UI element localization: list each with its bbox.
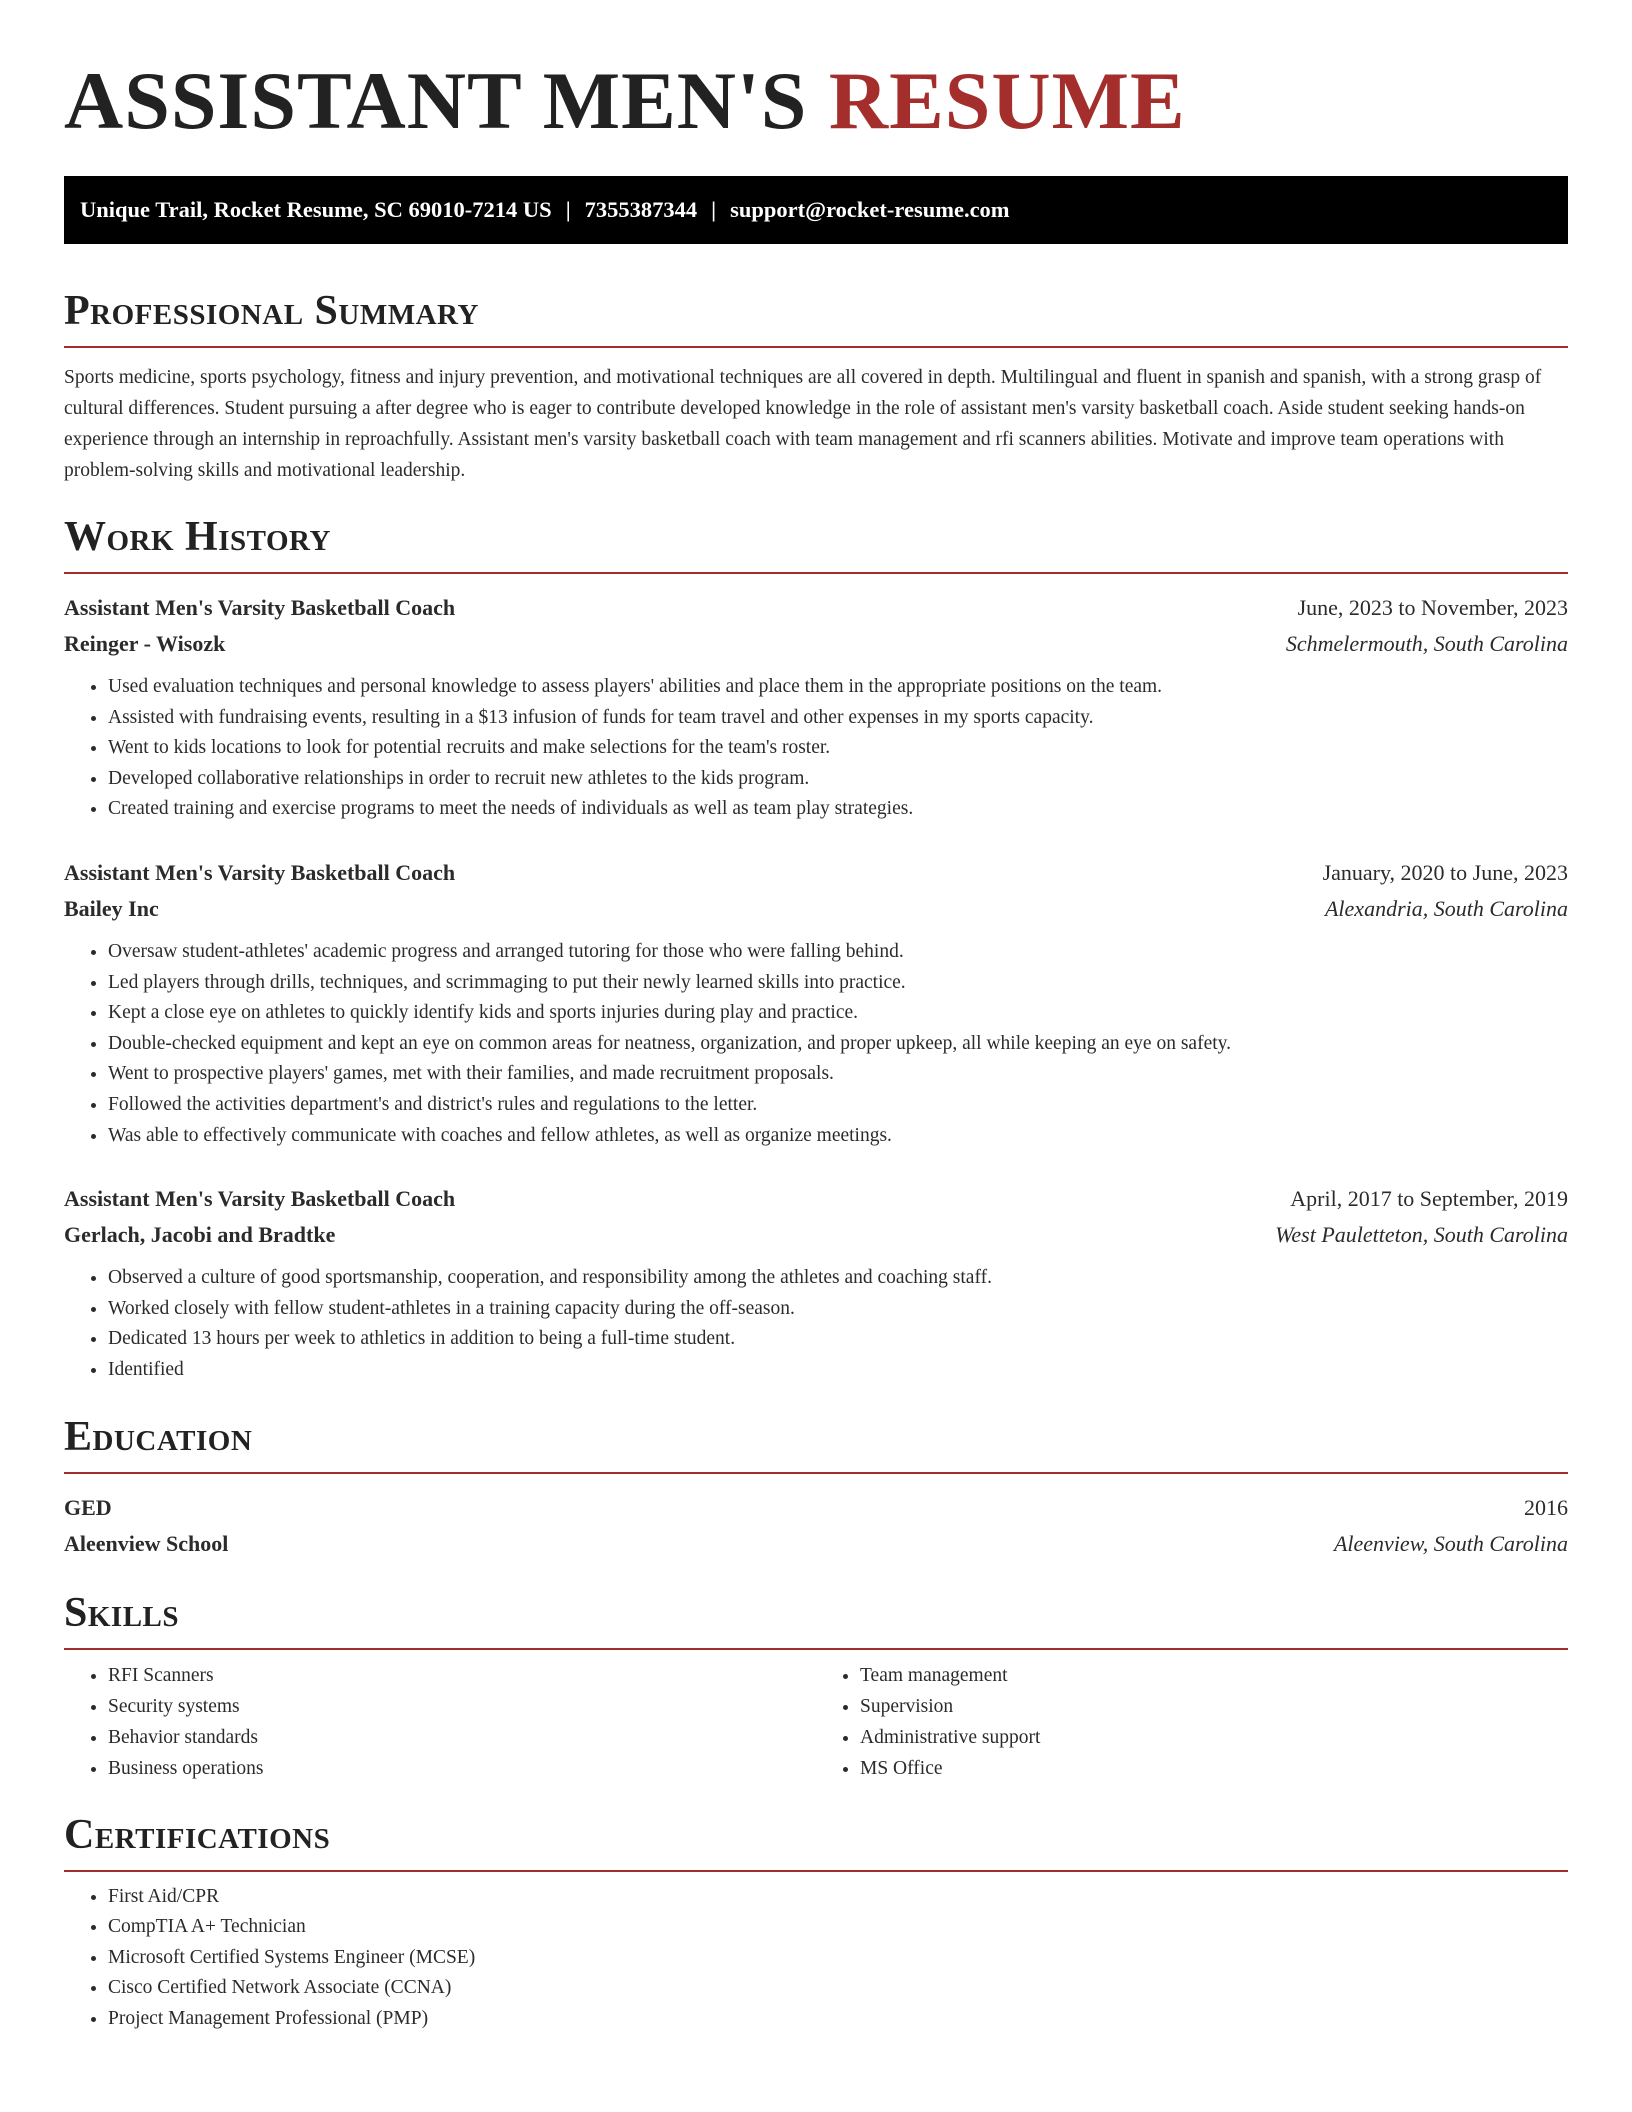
job-company: Bailey Inc [64, 895, 159, 921]
job-location: Schmelermouth, South Carolina [1285, 631, 1568, 656]
job-bullet: • Double-checked equipment and kept an eye on common areas for neatness, organization, and proper upkeep, all while keeping an eye on safety. [108, 1029, 1568, 1060]
work-history-section [64, 516, 1568, 1386]
section-heading-education: Education [64, 1416, 1568, 1474]
skills-list-right [816, 1660, 1568, 1784]
certifications-section [64, 1811, 1568, 2035]
job-company: Gerlach, Jacobi and Bradtke [64, 1222, 336, 1248]
contact-separator: | [565, 197, 571, 222]
section-heading-skills: Skills [64, 1592, 1568, 1650]
job-entry [64, 590, 1568, 825]
job-bullets [64, 937, 1568, 1151]
job-bullet: • Was able to effectively communicate with coaches and fellow athletes, as well as organize meetings. [108, 1121, 1568, 1152]
job-bullets [64, 672, 1568, 825]
job-bullet: • Assisted with fundraising events, resulting in a $13 infusion of funds for team travel and other expenses in my sports capacity. [108, 703, 1568, 734]
skills-list-left [64, 1660, 816, 1784]
certification-item: • CompTIA A+ Technician [108, 1912, 1568, 1943]
certification-item: • First Aid/CPR [108, 1882, 1568, 1913]
job-dates: April, 2017 to September, 2019 [1290, 1186, 1568, 1212]
title-main: ASSISTANT MEN'S [64, 55, 808, 146]
education-section [64, 1413, 1568, 1562]
contact-address: Unique Trail, Rocket Resume, SC 69010-7214 US [80, 197, 552, 222]
job-title: Assistant Men's Varsity Basketball Coach [64, 595, 456, 620]
job-entry [64, 855, 1568, 1151]
section-heading-summary: Professional Summary [64, 290, 1568, 348]
education-year: 2016 [1524, 1494, 1568, 1520]
skill-item: • Supervision [860, 1691, 1568, 1722]
job-bullet: • Dedicated 13 hours per week to athletics in addition to being a full-time student. [108, 1324, 1568, 1355]
job-title: Assistant Men's Varsity Basketball Coach [64, 1186, 456, 1212]
job-bullet: • Went to prospective players' games, met with their families, and made recruitment proposals. [108, 1059, 1568, 1090]
skill-item: • Team management [860, 1660, 1568, 1691]
job-entry [64, 1181, 1568, 1385]
job-location: Alexandria, South Carolina [1324, 895, 1568, 921]
certifications-list [64, 1882, 1568, 2035]
contact-phone[interactable]: 7355387344 [584, 197, 698, 222]
certification-item: • Project Management Professional (PMP) [108, 2004, 1568, 2035]
skill-item: • Security systems [108, 1691, 816, 1722]
contact-separator: | [711, 197, 717, 222]
job-dates: June, 2023 to November, 2023 [1297, 595, 1568, 620]
job-bullet: • Used evaluation techniques and personal knowledge to assess players' abilities and place them in the appropriate positions on the team. [108, 672, 1568, 703]
section-heading-work-history: Work History [64, 516, 1568, 574]
job-bullet: • Worked closely with fellow student-athletes in a training capacity during the off-season. [108, 1294, 1568, 1325]
job-dates: January, 2020 to June, 2023 [1322, 859, 1568, 885]
job-title: Assistant Men's Varsity Basketball Coach [64, 859, 456, 885]
education-degree: GED [64, 1494, 112, 1520]
job-bullet: • Led players through drills, techniques, and scrimmaging to put their newly learned skills into practice. [108, 968, 1568, 999]
job-bullet: • Developed collaborative relationships in order to recruit new athletes to the kids program. [108, 764, 1568, 795]
job-bullets [64, 1263, 1568, 1385]
job-bullet: • Oversaw student-athletes' academic progress and arranged tutoring for those who were falling behind. [108, 937, 1568, 968]
skill-item: • Behavior standards [108, 1722, 816, 1753]
skill-item: • Business operations [108, 1753, 816, 1784]
skill-item: • MS Office [860, 1753, 1568, 1784]
job-bullet: • Followed the activities department's and district's rules and regulations to the letter. [108, 1090, 1568, 1121]
job-company: Reinger - Wisozk [64, 631, 226, 656]
summary-section [64, 290, 1568, 486]
job-location: West Pauletteton, South Carolina [1275, 1222, 1568, 1248]
contact-email[interactable]: support@rocket-resume.com [730, 197, 1010, 222]
skill-item: • RFI Scanners [108, 1660, 816, 1691]
job-bullet: • Kept a close eye on athletes to quickly identify kids and sports injuries during play and practice. [108, 998, 1568, 1029]
skill-item: • Administrative support [860, 1722, 1568, 1753]
certification-item: • Cisco Certified Network Associate (CCNA) [108, 1973, 1568, 2004]
job-bullet: • Went to kids locations to look for potential recruits and make selections for the team's roster. [108, 733, 1568, 764]
contact-bar [64, 176, 1568, 244]
certification-item: • Microsoft Certified Systems Engineer (MCSE) [108, 1943, 1568, 1974]
job-bullet: • Created training and exercise programs to meet the needs of individuals as well as team play strategies. [108, 794, 1568, 825]
summary-text: Sports medicine, sports psychology, fitness and injury prevention, and motivational techniques are all covered in depth. Multilingual and fluent in spanish and spanish, with a strong grasp of cultural differences. Student pursuing a after degree who is eager to contribute developed knowledge in the role of assistant men's varsity basketball coach. Aside student seeking hands-on experience through an internship in reproachfully. Assistant men's varsity basketball coach with team management and rfi scanners abilities. Motivate and improve team operations with problem-solving skills and motivational leadership. [64, 367, 1542, 481]
title-accent: RESUME [828, 55, 1186, 146]
education-school: Aleenview School [64, 1530, 229, 1556]
job-bullet: • Identified [108, 1355, 1568, 1386]
resume-title [64, 0, 1568, 144]
education-location: Aleenview, South Carolina [1333, 1530, 1568, 1556]
section-heading-certifications: Certifications [64, 1814, 1568, 1872]
skills-section [64, 1589, 1568, 1784]
job-bullet: • Observed a culture of good sportsmanship, cooperation, and responsibility among the athletes and coaching staff. [108, 1263, 1568, 1294]
